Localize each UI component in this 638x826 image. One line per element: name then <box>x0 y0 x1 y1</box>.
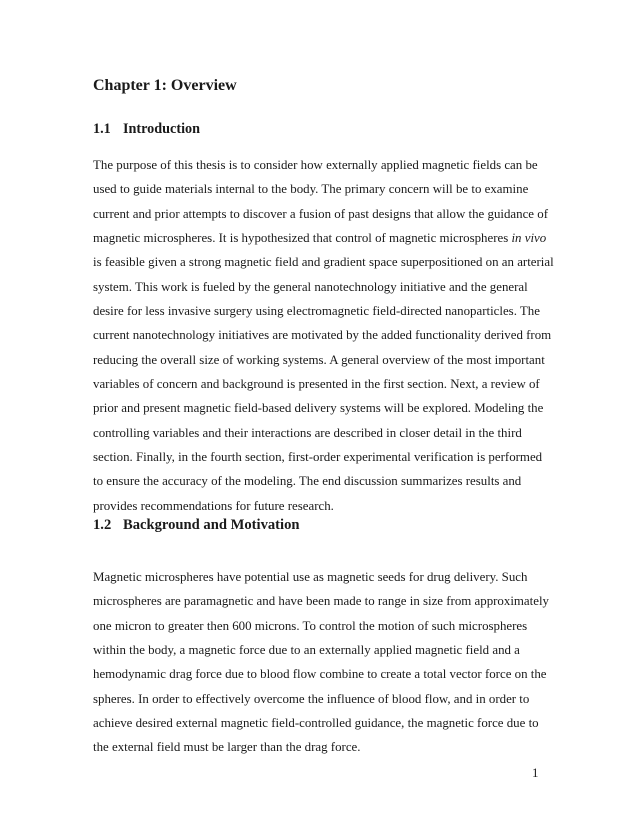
text-line: microspheres are paramagnetic and have been made to range in size from approximately <box>93 594 549 609</box>
text-line: reducing the overall size of working systems. A general overview of the most important <box>93 352 545 367</box>
text-line: within the body, a magnetic force due to an externally applied magnetic field and a <box>93 643 520 658</box>
text-line: achieve desired external magnetic field-controlled guidance, the magnetic force due to <box>93 716 539 731</box>
section-number: 1.1 <box>93 121 111 137</box>
text-line: variables of concern and background is presented in the first section. Next, a review of <box>93 377 540 392</box>
section-heading-background <box>93 517 300 534</box>
text-line: hemodynamic drag force due to blood flow combine to create a total vector force on the <box>93 667 547 682</box>
section-title: Introduction <box>123 121 200 137</box>
text-line: spheres. In order to effectively overcome the influence of blood flow, and in order to <box>93 691 530 706</box>
text-line: section. Finally, in the fourth section, first-order experimental verification is performed <box>93 450 543 465</box>
text-line: used to guide materials internal to the body. The primary concern will be to examine <box>93 182 529 197</box>
section-title: Background and Motivation <box>123 517 300 533</box>
text-line: Magnetic microspheres have potential use as magnetic seeds for drug delivery. Such <box>93 570 528 584</box>
text-line: provides recommendations for future research. <box>93 498 334 513</box>
text-line: one micron to greater then 600 microns. To control the motion of such microspheres <box>93 618 528 633</box>
text-line: current nanotechnology initiatives are motivated by the added functionality derived from <box>93 328 552 343</box>
text-line: current and prior attempts to discover a fusion of past designs that allow the guidance of <box>93 206 548 221</box>
background-paragraph <box>93 565 553 760</box>
text-run: magnetic microspheres. It is hypothesized that control of magnetic microspheres <box>93 231 512 246</box>
text-line: system. This work is fueled by the general nanotechnology initiative and the general <box>93 279 528 294</box>
text-line: prior and present magnetic field-based delivery systems will be explored. Modeling the <box>93 401 544 416</box>
chapter-title: Chapter 1: Overview <box>93 77 237 94</box>
section-number: 1.2 <box>93 517 112 533</box>
text-line <box>93 226 553 250</box>
text-line: is feasible given a strong magnetic field and gradient space superpositioned on an arterial <box>93 255 554 270</box>
text-line: desire for less invasive surgery using electromagnetic field-directed nanoparticles. The <box>93 304 540 319</box>
section-heading-introduction <box>93 121 200 138</box>
page-number: 1 <box>532 766 539 780</box>
text-line: the external field must be larger than the drag force. <box>93 740 361 755</box>
introduction-paragraph <box>93 153 553 518</box>
text-line: The purpose of this thesis is to consider how externally applied magnetic fields can be <box>93 158 538 172</box>
text-line: to ensure the accuracy of the modeling. The end discussion summarizes results and <box>93 474 522 489</box>
text-line: controlling variables and their interactions are described in closer detail in the third <box>93 425 522 440</box>
italic-term: in vivo <box>511 231 547 246</box>
